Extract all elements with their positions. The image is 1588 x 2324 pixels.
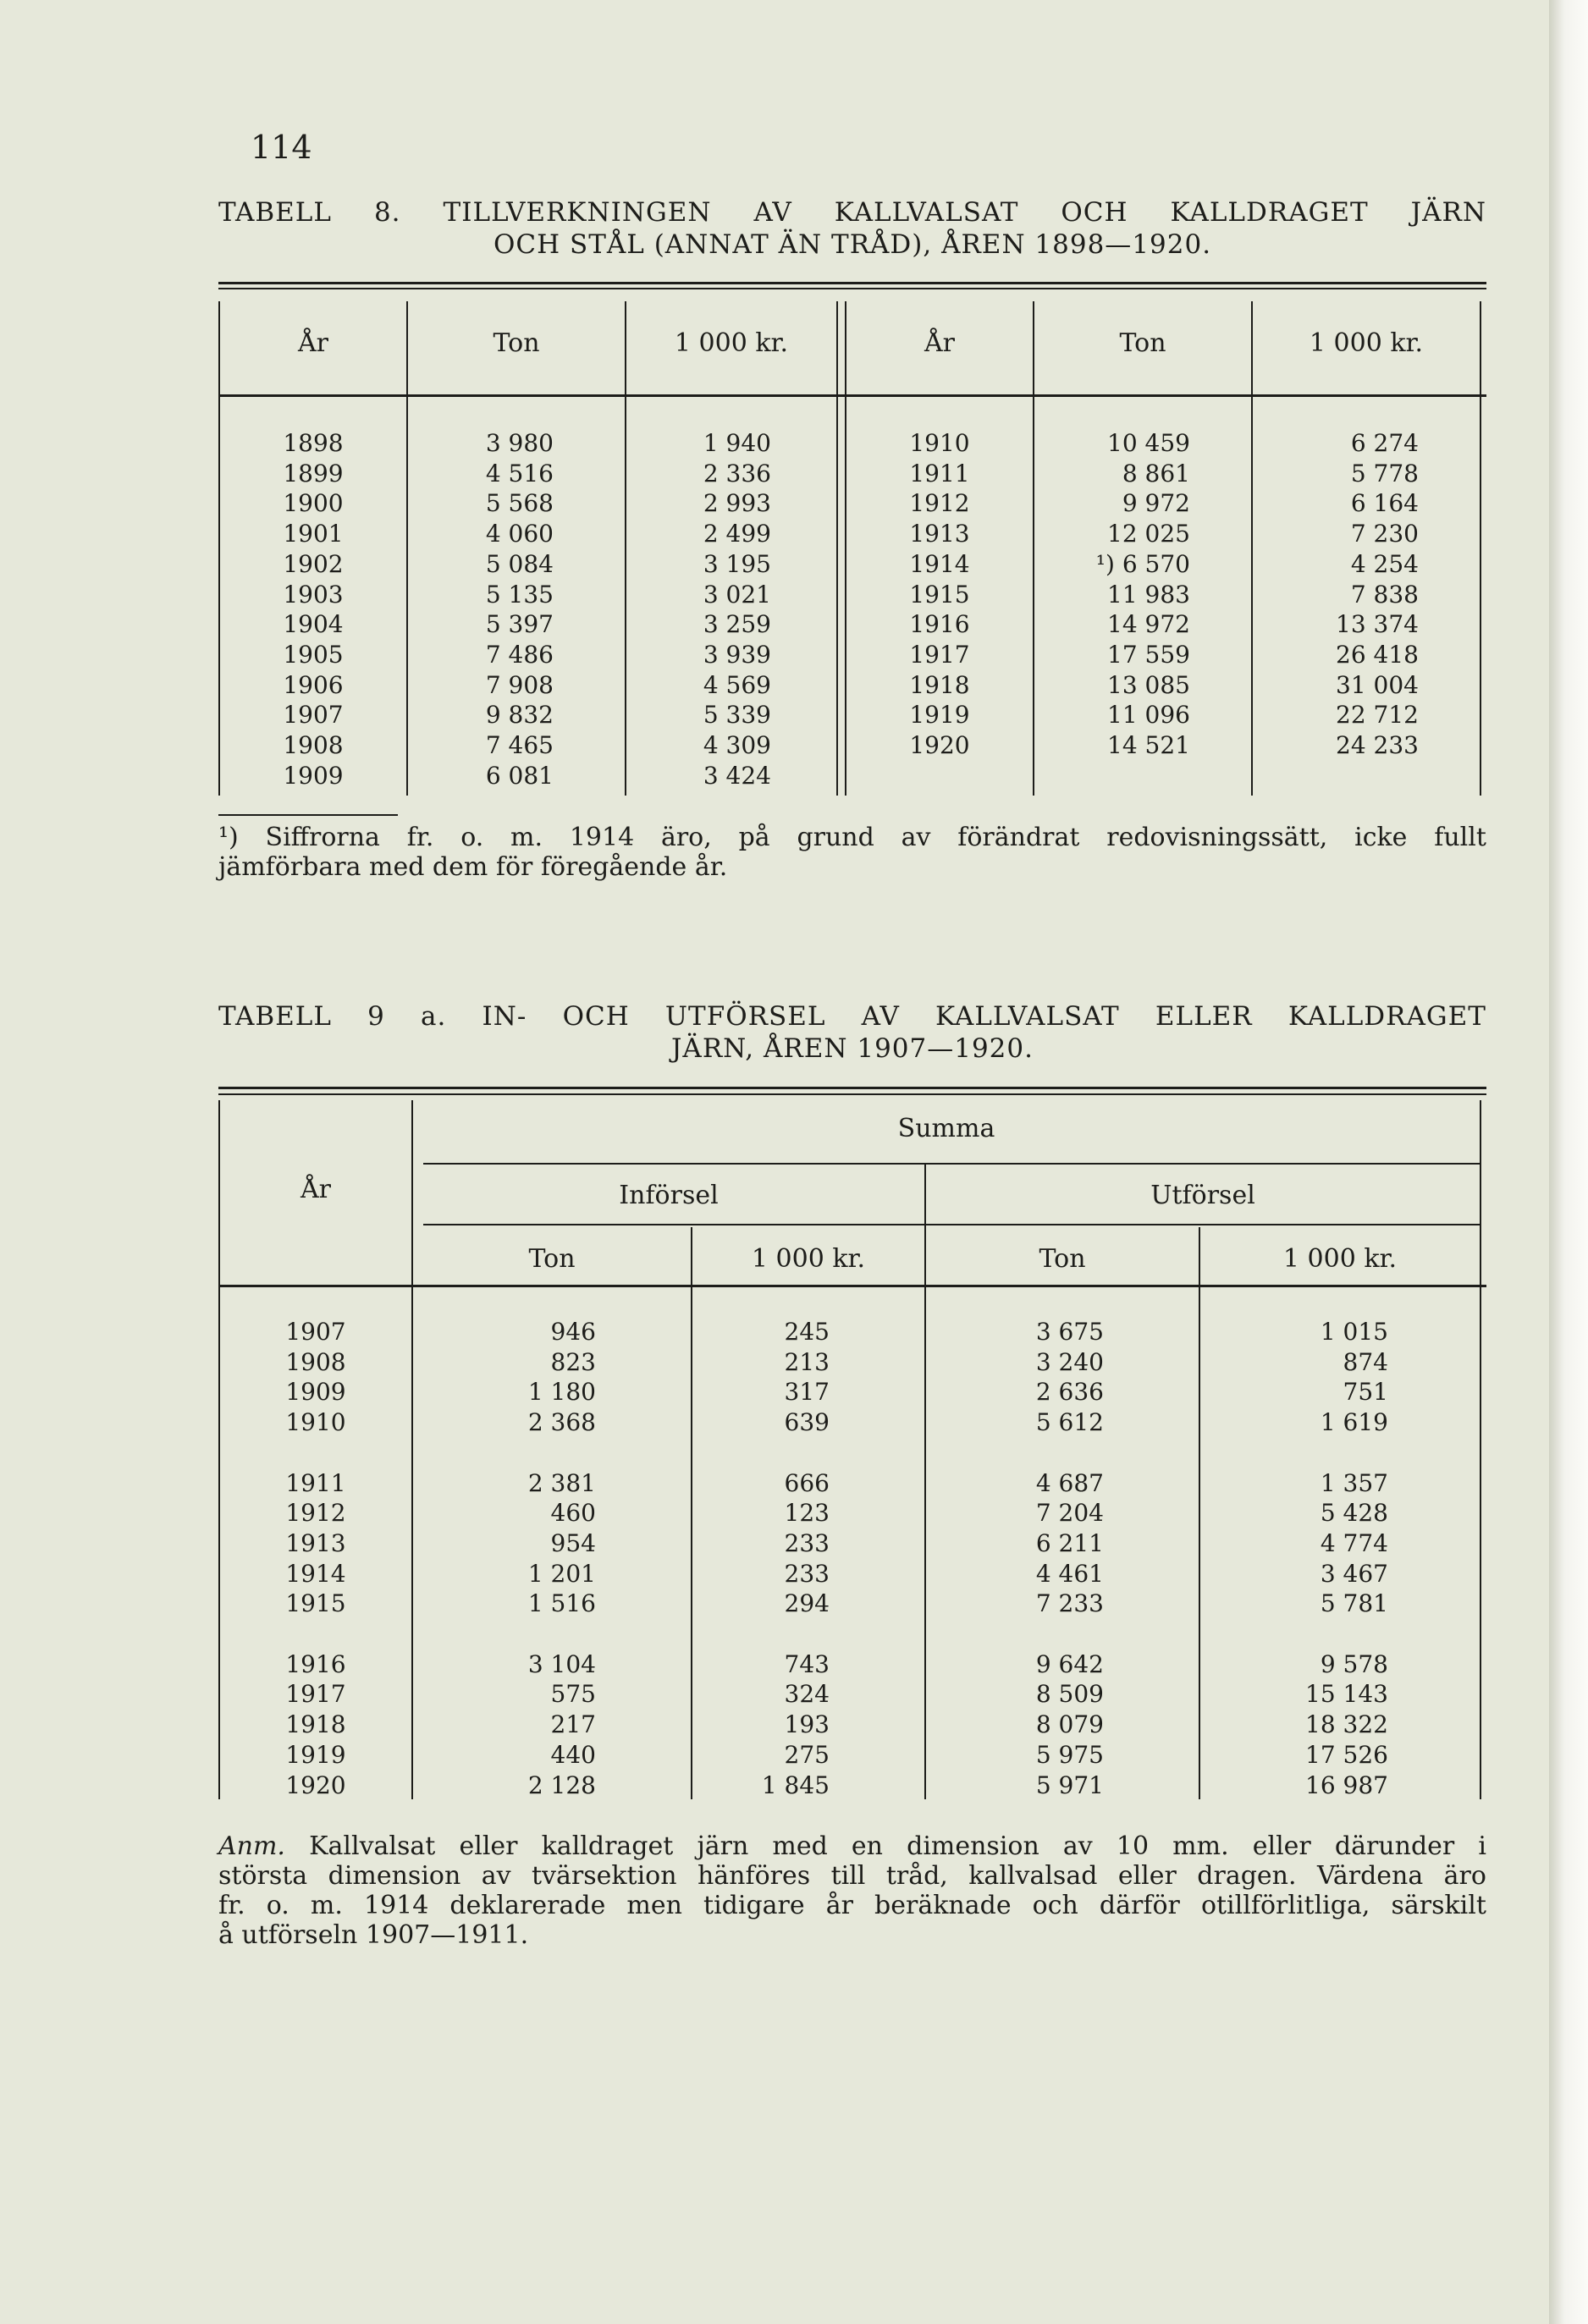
- table8-top-rule: [218, 282, 1486, 284]
- note-word: 1914: [363, 1891, 429, 1920]
- note-word: särskilt: [1391, 1891, 1486, 1920]
- note-word: otillförlitliga,: [1200, 1891, 1370, 1920]
- title-word: OCH: [1061, 197, 1128, 228]
- table-cell-year: 1899: [283, 459, 344, 487]
- table-cell-kr: 17 526: [1305, 1740, 1388, 1769]
- footnote-word: på: [738, 823, 770, 852]
- table-cell-kr: 13 374: [1336, 610, 1419, 639]
- table8-header-ton: Ton: [493, 328, 540, 358]
- table-cell-year: 1912: [285, 1499, 346, 1528]
- note-word: därför: [1099, 1891, 1180, 1920]
- table-cell-kr: 294: [784, 1589, 830, 1618]
- table-cell-ton: 5 568: [485, 489, 554, 518]
- table-cell-year: 1918: [909, 670, 970, 699]
- table-cell-kr: 5 428: [1320, 1499, 1388, 1528]
- table-cell-ton: 17 559: [1107, 640, 1190, 669]
- table-cell-kr: 18 322: [1305, 1710, 1388, 1739]
- table-cell-ton: 4 060: [485, 520, 554, 548]
- table-cell-kr: 26 418: [1336, 640, 1419, 669]
- table-cell-kr: 3 195: [703, 549, 771, 578]
- title-word: TABELL: [218, 197, 332, 228]
- note-word: hänföres: [697, 1861, 811, 1891]
- table-cell-year: 1913: [285, 1528, 346, 1557]
- table-cell-ton: 10 459: [1107, 429, 1190, 457]
- table-cell-ton: 3 104: [527, 1649, 596, 1678]
- footnote-word: förändrat: [957, 823, 1080, 852]
- table-cell-ton: 9 642: [1035, 1649, 1104, 1678]
- table-cell-kr: 7 838: [1350, 580, 1419, 609]
- table-cell-ton: 217: [550, 1710, 596, 1739]
- table-cell-year: 1918: [285, 1710, 346, 1739]
- table-cell-year: 1920: [909, 731, 970, 760]
- table9a-header-ut-kr: 1 000 kr.: [1282, 1244, 1398, 1274]
- footnote-mark: ¹): [1095, 549, 1122, 578]
- table-cell-kr: 15 143: [1305, 1680, 1388, 1709]
- table-cell-ton: 2 636: [1035, 1378, 1104, 1407]
- table-cell-ton: 11 096: [1107, 701, 1190, 730]
- table9a-header-year: År: [300, 1175, 331, 1204]
- table-cell-kr: 743: [784, 1649, 830, 1678]
- note-word: Värdena: [1316, 1861, 1424, 1891]
- table-cell-kr: 24 233: [1336, 731, 1419, 760]
- table-cell-kr: 245: [784, 1318, 830, 1346]
- table8-header-year-2: År: [924, 328, 955, 358]
- table-cell-kr: 5 778: [1350, 459, 1419, 487]
- table-cell-year: 1914: [909, 549, 970, 578]
- table-cell-kr: 6 164: [1350, 489, 1419, 518]
- title-word: KALLDRAGET: [1287, 1001, 1486, 1032]
- table-cell-ton: 1 180: [527, 1378, 596, 1407]
- table-cell-year: 1913: [909, 520, 970, 548]
- table-cell-ton: 6 081: [485, 761, 554, 790]
- table-cell-year: 1912: [909, 489, 970, 518]
- table9a-years: [220, 1317, 411, 1831]
- table-cell-year: 1911: [909, 459, 970, 487]
- row-group: [692, 1649, 830, 1801]
- footnote-word: av: [901, 823, 931, 852]
- table8-footnote: ¹) Siffrorna fr. o. m. 1914 äro, på grund av förändrat redovisningssätt, icke fullt jämförbara med dem för föregående år.: [218, 823, 1486, 882]
- table-cell-kr: 4 569: [703, 670, 771, 699]
- note-word: tråd,: [885, 1861, 948, 1891]
- table-cell-ton: 5 397: [485, 610, 554, 639]
- table-cell-year: 1909: [285, 1378, 346, 1407]
- note-word: deklarerade: [449, 1891, 606, 1920]
- table-cell-year: 1903: [283, 580, 344, 609]
- note-word: dragen.: [1197, 1861, 1297, 1891]
- table-cell-kr: 666: [784, 1468, 830, 1497]
- table-cell-ton: 5 084: [485, 549, 554, 578]
- footnote-word: redovisningssätt,: [1106, 823, 1328, 852]
- table-cell-ton: 460: [550, 1499, 596, 1528]
- table-cell-kr: 639: [784, 1408, 830, 1437]
- title-word: 8.: [373, 197, 401, 228]
- table8-title: TABELL 8. TILLVERKNINGEN AV KALLVALSAT OCH KALLDRAGET JÄRN OCH STÅL (ANNAT ÄN TRÅD), ÅREN 1898—1920.: [218, 197, 1486, 260]
- note-word: äro: [1443, 1861, 1486, 1891]
- table-cell-ton: 5 612: [1035, 1408, 1104, 1437]
- table-cell-ton: 11 983: [1107, 580, 1190, 609]
- row-group: [1200, 1468, 1388, 1620]
- table-cell-ton: 14 972: [1107, 610, 1190, 639]
- title-word: KALLVALSAT: [834, 197, 1019, 228]
- table-cell-kr: 3 021: [703, 580, 771, 609]
- note-word: i: [1478, 1831, 1486, 1861]
- note-word: beräknade: [874, 1891, 1012, 1920]
- table-cell-ton: 7 233: [1035, 1589, 1104, 1618]
- note-word: fr.: [218, 1891, 245, 1920]
- note-word: kalldraget: [541, 1831, 674, 1861]
- title-word: IN-: [482, 1001, 527, 1032]
- table-cell-ton: 5 971: [1035, 1771, 1104, 1799]
- table9a-in-kr: [692, 1317, 830, 1831]
- table-cell-kr: 123: [784, 1499, 830, 1528]
- table-cell-kr: 3 424: [703, 761, 771, 790]
- table-cell-ton: 4 461: [1035, 1559, 1104, 1588]
- table-cell-ton: ¹) 6 570: [1095, 549, 1190, 578]
- row-group: [926, 1468, 1104, 1620]
- table-cell-ton: 2 381: [527, 1468, 596, 1497]
- table9a-header-in-ton: Ton: [528, 1244, 576, 1274]
- table9a-header-in-kr: 1 000 kr.: [751, 1244, 866, 1274]
- table-cell-ton: 13 085: [1107, 670, 1190, 699]
- title-word: KALLDRAGET: [1170, 197, 1369, 228]
- table-cell-year: 1915: [285, 1589, 346, 1618]
- table-cell-ton: 6 211: [1035, 1528, 1104, 1557]
- table8-header-rule: [218, 394, 1486, 397]
- footnote-word: icke: [1354, 823, 1408, 852]
- table8-left-ton: [408, 428, 554, 790]
- row-group: [220, 1317, 411, 1438]
- table-cell-kr: 233: [784, 1528, 830, 1557]
- table9a-top-rule: [218, 1087, 1486, 1089]
- title-word: 9: [367, 1001, 385, 1032]
- note-word: därunder: [1334, 1831, 1455, 1861]
- row-group: [413, 1317, 596, 1438]
- table-cell-ton: 440: [550, 1740, 596, 1769]
- note-word: men: [626, 1891, 682, 1920]
- table8-header-kr-2: 1 000 kr.: [1309, 328, 1424, 358]
- table-cell-kr: 9 578: [1320, 1649, 1388, 1678]
- table8-top-rule-2: [218, 288, 1486, 289]
- table-cell-ton: 954: [550, 1528, 596, 1557]
- table8-left-kr: [626, 428, 771, 790]
- table-cell-kr: 5 781: [1320, 1589, 1388, 1618]
- table-cell-ton: 5 135: [485, 580, 554, 609]
- row-group: [413, 1468, 596, 1620]
- table-cell-kr: 213: [784, 1347, 830, 1376]
- table-cell-ton: 8 079: [1035, 1710, 1104, 1739]
- table8-right-kr: [1253, 428, 1419, 761]
- table-cell-year: 1919: [909, 701, 970, 730]
- note-word: mm.: [1172, 1831, 1229, 1861]
- title-word: ELLER: [1155, 1001, 1253, 1032]
- row-group: [1200, 1649, 1388, 1801]
- table-cell-ton: 7 908: [485, 670, 554, 699]
- table-cell-ton: 7 204: [1035, 1499, 1104, 1528]
- table-cell-kr: 1 845: [761, 1771, 830, 1799]
- note-word: eller: [1252, 1831, 1311, 1861]
- title-word: OCH: [562, 1001, 630, 1032]
- table-cell-kr: 317: [784, 1378, 830, 1407]
- table-cell-kr: 1 357: [1320, 1468, 1388, 1497]
- footnote-word: grund: [797, 823, 874, 852]
- title-word: UTFÖRSEL: [664, 1001, 826, 1032]
- table-cell-kr: 874: [1343, 1347, 1388, 1376]
- footnote-rule: [218, 814, 398, 816]
- table-cell-ton: 3 675: [1035, 1318, 1104, 1346]
- table-cell-kr: 31 004: [1336, 670, 1419, 699]
- table-cell-year: 1919: [285, 1740, 346, 1769]
- table-cell-ton: 9 832: [485, 701, 554, 730]
- table-cell-kr: 4 254: [1350, 549, 1419, 578]
- table-cell-year: 1901: [283, 520, 344, 548]
- table-cell-kr: 751: [1343, 1378, 1388, 1407]
- table9a-border-right: [1480, 1100, 1481, 1799]
- table-cell-ton: 12 025: [1107, 520, 1190, 548]
- table-cell-year: 1907: [285, 1318, 346, 1346]
- footnote-word: m.: [510, 823, 543, 852]
- table-cell-kr: 4 774: [1320, 1528, 1388, 1557]
- table-cell-ton: 7 486: [485, 640, 554, 669]
- table-cell-kr: 22 712: [1336, 701, 1419, 730]
- table-cell-year: 1910: [285, 1408, 346, 1437]
- table-cell-kr: 3 259: [703, 610, 771, 639]
- table8-right-years: [846, 428, 1033, 761]
- note-word: av: [1062, 1831, 1093, 1861]
- table9a-note: Anm. Kallvalsat eller kalldraget järn med en dimension av 10 mm. eller därunder i största dimension av tvärsektion hänföres till tråd, kallvalsad eller dragen. Värdena äro fr. o. m. 1914 deklarerade men tidigare år beräknade och därför otillförlitliga, särskilt å utförseln 1907—1911.: [218, 1831, 1486, 1950]
- table9a-header-rule: [218, 1285, 1486, 1287]
- title-word: a.: [421, 1001, 447, 1032]
- table9a-ut-kr: [1200, 1317, 1388, 1831]
- table-cell-kr: 2 993: [703, 489, 771, 518]
- note-line: [218, 1831, 1486, 1861]
- table-cell-kr: 2 499: [703, 520, 771, 548]
- note-word: av: [481, 1861, 511, 1891]
- note-word: m.: [310, 1891, 343, 1920]
- title-word: TILLVERKNINGEN: [443, 197, 712, 228]
- footnote-word: fr.: [406, 823, 434, 852]
- table9a-top-rule-2: [218, 1093, 1486, 1095]
- note-word: dimension: [328, 1861, 461, 1891]
- note-word: kallvalsad: [968, 1861, 1098, 1891]
- table-cell-year: 1916: [909, 610, 970, 639]
- footnote-word: ¹): [218, 823, 239, 852]
- table9a-header-infor: Införsel: [619, 1181, 719, 1210]
- table-cell-kr: 1 619: [1320, 1408, 1388, 1437]
- note-word: till: [830, 1861, 866, 1891]
- footnote-word: Siffrorna: [265, 823, 380, 852]
- note-word: Kallvalsat: [309, 1831, 436, 1861]
- footnote-word: o.: [460, 823, 484, 852]
- table-cell-year: 1917: [909, 640, 970, 669]
- note-line: [218, 1861, 1486, 1891]
- note-word: dimension: [907, 1831, 1039, 1861]
- table-cell-year: 1904: [283, 610, 344, 639]
- table-cell-kr: 193: [784, 1710, 830, 1739]
- footnote-word: fullt: [1434, 823, 1486, 852]
- table-cell-ton: 1 201: [527, 1559, 596, 1588]
- table-cell-ton: 823: [550, 1347, 596, 1376]
- table-cell-kr: 16 987: [1305, 1771, 1388, 1799]
- table-cell-kr: 7 230: [1350, 520, 1419, 548]
- note-word: 10: [1116, 1831, 1150, 1861]
- row-group: [413, 1649, 596, 1801]
- table-cell-kr: 1 015: [1320, 1318, 1388, 1346]
- table-cell-kr: 233: [784, 1559, 830, 1588]
- title-word: AV: [861, 1001, 900, 1032]
- note-word: Anm.: [218, 1831, 285, 1861]
- table-cell-year: 1900: [283, 489, 344, 518]
- note-word: och: [1032, 1891, 1078, 1920]
- table9a-summa-rule: [423, 1163, 1480, 1165]
- table-cell-year: 1920: [285, 1771, 346, 1799]
- table-cell-year: 1908: [285, 1347, 346, 1376]
- row-group: [692, 1317, 830, 1438]
- table8-right-ton: [1034, 428, 1190, 761]
- page-number: 114: [251, 129, 312, 166]
- table-cell-ton: 3 980: [485, 429, 554, 457]
- table-cell-year: 1917: [285, 1680, 346, 1709]
- table-cell-kr: 3 939: [703, 640, 771, 669]
- table-cell-ton: 14 521: [1107, 731, 1190, 760]
- title-word: TABELL: [218, 1001, 332, 1032]
- table-cell-year: 1914: [285, 1559, 346, 1588]
- table-cell-ton: 5 975: [1035, 1740, 1104, 1769]
- table9a-header-utfor: Utförsel: [1150, 1181, 1255, 1210]
- table-cell-ton: 4 516: [485, 459, 554, 487]
- table-cell-year: 1908: [283, 731, 344, 760]
- table8-left-years: [220, 428, 406, 790]
- table-cell-year: 1902: [283, 549, 344, 578]
- table-cell-year: 1907: [283, 701, 344, 730]
- table8-header-year: År: [297, 328, 328, 358]
- table9a-header-summa: Summa: [897, 1114, 995, 1143]
- row-group: [220, 1649, 411, 1801]
- table-cell-ton: 1 516: [527, 1589, 596, 1618]
- table-cell-ton: 946: [550, 1318, 596, 1346]
- row-group: [926, 1317, 1104, 1438]
- note-word: o.: [266, 1891, 289, 1920]
- table-cell-ton: 8 509: [1035, 1680, 1104, 1709]
- table9a-in-ton: [413, 1317, 596, 1831]
- table-cell-ton: 575: [550, 1680, 596, 1709]
- note-word: med: [772, 1831, 828, 1861]
- table9a-ut-ton: [926, 1317, 1104, 1831]
- title-word: JÄRN: [1410, 197, 1486, 228]
- table-cell-ton: 9 972: [1122, 489, 1190, 518]
- table9a-header-ut-ton: Ton: [1039, 1244, 1086, 1274]
- row-group: [1200, 1317, 1388, 1438]
- table9a-title: TABELL 9 a. IN- OCH UTFÖRSEL AV KALLVALSAT ELLER KALLDRAGET JÄRN, ÅREN 1907—1920.: [218, 1001, 1486, 1064]
- table-cell-kr: 1 940: [703, 429, 771, 457]
- note-word: år: [825, 1891, 853, 1920]
- table-cell-year: 1915: [909, 580, 970, 609]
- table-cell-kr: 275: [784, 1740, 830, 1769]
- table-cell-year: 1905: [283, 640, 344, 669]
- note-word: eller: [459, 1831, 518, 1861]
- table-cell-ton: 8 861: [1122, 459, 1190, 487]
- table8-header-kr: 1 000 kr.: [674, 328, 789, 358]
- table-cell-kr: 6 274: [1350, 429, 1419, 457]
- table-cell-ton: 7 465: [485, 731, 554, 760]
- title-word: KALLVALSAT: [935, 1001, 1120, 1032]
- note-word: järn: [697, 1831, 749, 1861]
- table-cell-year: 1906: [283, 670, 344, 699]
- table9a-subhead-rule: [423, 1224, 1480, 1225]
- table-cell-ton: 2 128: [527, 1771, 596, 1799]
- table-cell-kr: 4 309: [703, 731, 771, 760]
- table-cell-ton: 2 368: [527, 1408, 596, 1437]
- note-line: [218, 1891, 1486, 1920]
- footnote-word: 1914: [569, 823, 635, 852]
- table-cell-kr: 2 336: [703, 459, 771, 487]
- row-group: [220, 1468, 411, 1620]
- row-group: [926, 1649, 1104, 1801]
- table-cell-year: 1910: [909, 429, 970, 457]
- table8-sep: [836, 301, 838, 796]
- table-cell-year: 1911: [285, 1468, 346, 1497]
- note-word: en: [851, 1831, 883, 1861]
- row-group: [692, 1468, 830, 1620]
- note-word: tidigare: [703, 1891, 805, 1920]
- note-word: eller: [1117, 1861, 1177, 1891]
- table-cell-ton: 3 240: [1035, 1347, 1104, 1376]
- page-edge: [1549, 0, 1588, 2324]
- note-word: största: [218, 1861, 308, 1891]
- table-cell-year: 1916: [285, 1649, 346, 1678]
- table8-header-ton-2: Ton: [1119, 328, 1166, 358]
- footnote-word: äro,: [660, 823, 712, 852]
- table-cell-kr: 324: [784, 1680, 830, 1709]
- table8-border-right: [1480, 301, 1481, 796]
- table-cell-kr: 5 339: [703, 701, 771, 730]
- note-word: tvärsektion: [531, 1861, 677, 1891]
- table-cell-year: 1898: [283, 429, 344, 457]
- table-cell-kr: 3 467: [1320, 1559, 1388, 1588]
- title-word: AV: [753, 197, 792, 228]
- table-cell-year: 1909: [283, 761, 344, 790]
- table-cell-ton: 4 687: [1035, 1468, 1104, 1497]
